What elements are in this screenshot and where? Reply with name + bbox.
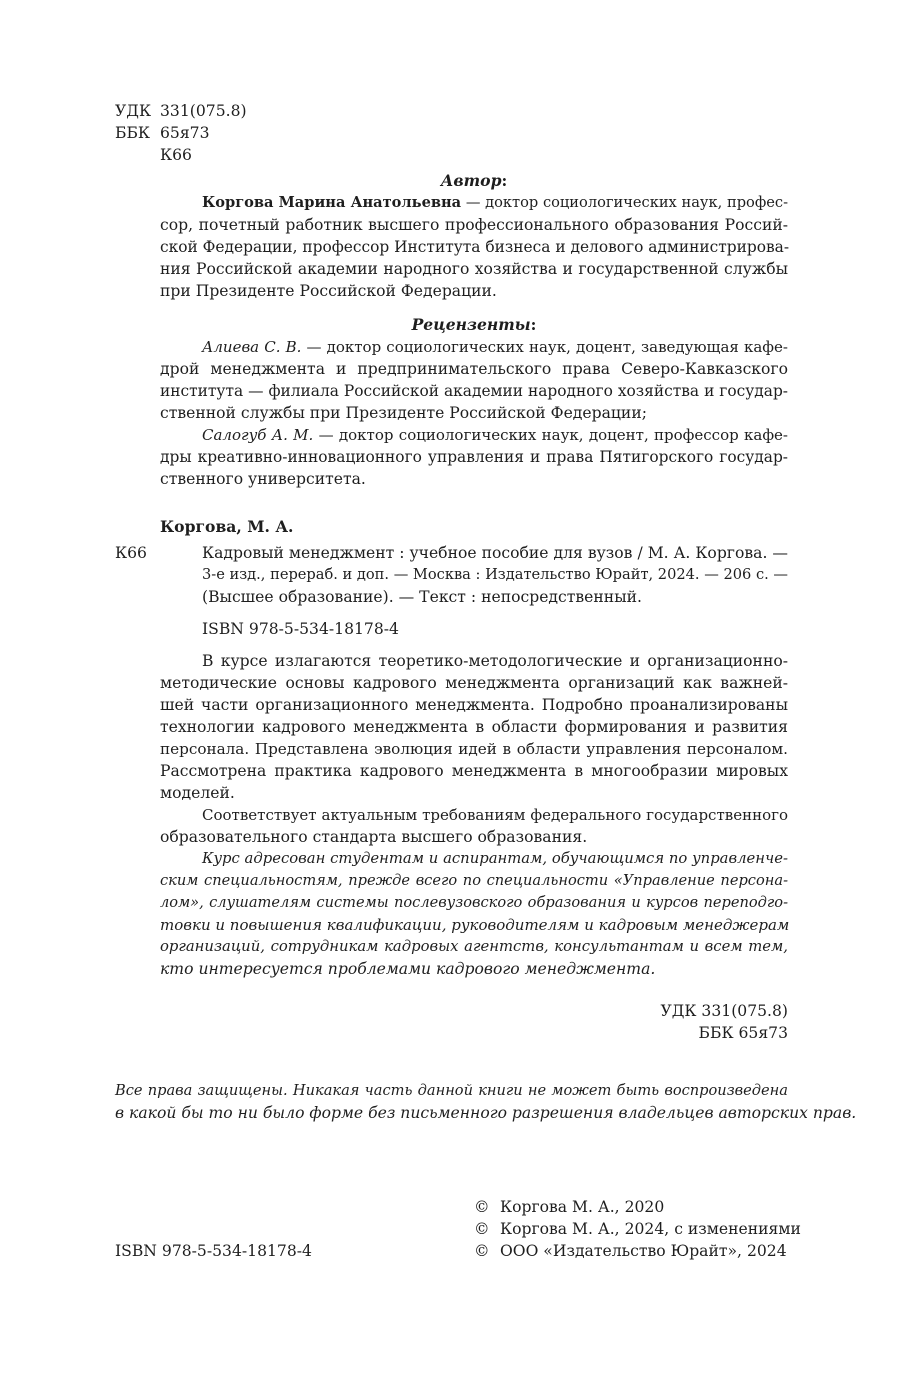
bibliographic-line-2: 3-е изд., перераб. и доп. — Москва : Издательство Юрайт, 2024. — 206 с. —: [202, 566, 788, 583]
bibliographic-mark: К66: [115, 544, 147, 562]
reviewers-heading-text: Рецензенты: [411, 315, 531, 334]
footer-isbn: ISBN 978-5-534-18178-4: [115, 1242, 312, 1260]
annotation-p1-line-7: моделей.: [160, 784, 235, 802]
annotation-p1-line-4: технологии кадрового менеджмента в области формирования и развития: [160, 718, 788, 736]
author-name: Коргова Марина Анатольевна: [202, 194, 462, 211]
reviewer2-desc-1: — доктор социологических наук, доцент, профессор кафе-: [313, 426, 789, 444]
annotation-p3-line-4: товки и повышения квалификации, руководителям и кадровым менеджерам: [160, 916, 790, 934]
author-line-3: ской Федерации, профессор Института бизнеса и делового администрирова-: [160, 238, 790, 256]
annotation-p3-line-1: Курс адресован студентам и аспирантам, обучающимся по управленче-: [202, 850, 788, 867]
bottom-udk: УДК 331(075.8): [660, 1002, 788, 1020]
rights-line-2: в какой бы то ни было форме без письменного разрешения владельцев авторских прав.: [115, 1104, 857, 1122]
annotation-p2-line-1: Соответствует актуальным требованиям федерального государственного: [202, 806, 788, 824]
bbk-label: ББК: [115, 124, 150, 142]
reviewer1-desc-1: — доктор социологических наук, доцент, заведующая кафе-: [301, 338, 788, 356]
annotation-p3-line-3: лом», слушателям системы послевузовского образования и курсов переподго-: [160, 894, 788, 911]
reviewer2-name: Салогуб А. М.: [202, 426, 314, 444]
annotation-p3-line-6: кто интересуется проблемами кадрового менеджмента.: [160, 960, 656, 978]
bottom-bbk: ББК 65я73: [698, 1024, 788, 1042]
author-heading-colon: :: [501, 171, 508, 190]
annotation-p3-line-5: организаций, сотрудникам кадровых агентств, консультантам и всем тем,: [160, 938, 788, 955]
author-desc-1: — доктор социологических наук, профес-: [461, 194, 789, 211]
reviewer2-line-2: дры креативно-инновационного управления и права Пятигорского государ-: [160, 448, 788, 466]
annotation-p2-line-2: образовательного стандарта высшего образования.: [160, 828, 588, 846]
copyright-line-2: Коргова М. А., 2024, с изменениями: [500, 1220, 801, 1238]
copyright-icon: ©: [474, 1242, 490, 1260]
copyright-icon: ©: [474, 1198, 490, 1216]
author-line-5: при Президенте Российской Федерации.: [160, 282, 497, 300]
reviewer2-line-1: [202, 424, 788, 446]
annotation-p1-line-2: методические основы кадрового менеджмента организаций как важней-: [160, 674, 788, 692]
annotation-p1-line-6: Рассмотрена практика кадрового менеджмента в многообразии мировых: [160, 762, 788, 780]
bibliographic-heading: Коргова, М. А.: [160, 517, 294, 536]
reviewers-heading-colon: :: [530, 315, 537, 334]
udk-value: 331(075.8): [160, 102, 247, 120]
bibliographic-line-1: Кадровый менеджмент : учебное пособие для вузов / М. А. Коргова. —: [202, 544, 788, 562]
rights-line-1: Все права защищены. Никакая часть данной книги не может быть воспроизведена: [115, 1082, 788, 1099]
author-line-2: сор, почетный работник высшего профессионального образования Россий-: [160, 216, 788, 234]
author-line-4: ния Российской академии народного хозяйства и государственной службы: [160, 260, 788, 278]
reviewer2-line-3: ственного университета.: [160, 470, 366, 488]
author-line-1: [202, 192, 788, 214]
bibliographic-line-3: (Высшее образование). — Текст : непосредственный.: [202, 588, 642, 606]
author-heading-text: Автор: [440, 171, 502, 190]
copyright-line-1: Коргова М. А., 2020: [500, 1198, 665, 1216]
reviewer1-line-4: ственной службы при Президенте Российской Федерации;: [160, 404, 647, 422]
annotation-p1-line-5: персонала. Представлена эволюция идей в области управления персоналом.: [160, 740, 788, 758]
reviewer1-line-2: дрой менеджмента и предпринимательского права Северо-Кавказского: [160, 360, 788, 378]
author-mark: К66: [160, 146, 192, 164]
annotation-p1-line-3: шей части организационного менеджмента. Подробно проанализированы: [160, 696, 788, 714]
reviewer1-line-3: института — филиала Российской академии народного хозяйства и государ-: [160, 382, 788, 400]
author-heading: [160, 170, 788, 192]
annotation-p1-line-1: В курсе излагаются теоретико-методологические и организационно-: [202, 652, 788, 670]
reviewer1-name: Алиева С. В.: [202, 338, 302, 356]
bibliographic-isbn: ISBN 978-5-534-18178-4: [202, 620, 399, 638]
reviewer1-line-1: [202, 336, 788, 358]
copyright-line-3: ООО «Издательство Юрайт», 2024: [500, 1242, 787, 1260]
copyright-icon: ©: [474, 1220, 490, 1238]
annotation-p3-line-2: ским специальностям, прежде всего по специальности «Управление персона-: [160, 872, 788, 889]
reviewers-heading: [160, 314, 788, 336]
bbk-value: 65я73: [160, 124, 210, 142]
udk-label: УДК: [115, 102, 152, 120]
